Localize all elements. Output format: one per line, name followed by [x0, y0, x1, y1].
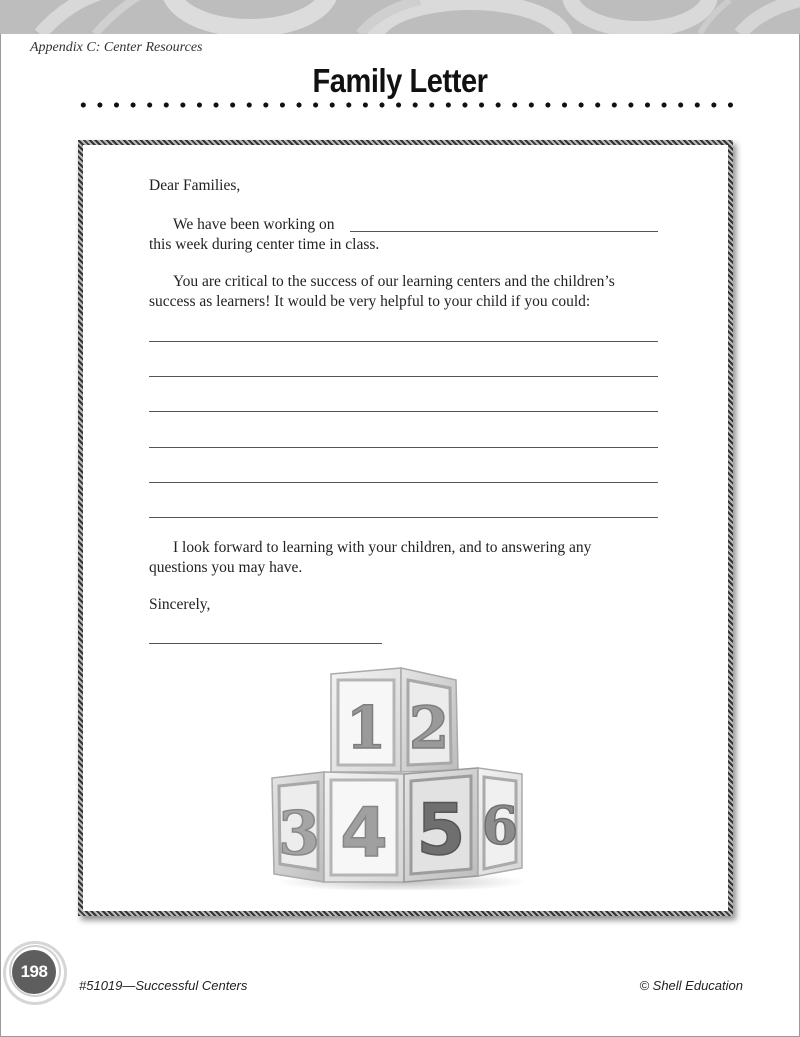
digit-1: 1 — [345, 694, 387, 762]
letter-greeting: Dear Families, — [149, 177, 241, 194]
letter-para2: You are critical to the success of our learning centers and the children’s success as learners! It would be very helpful to your child if you could: — [149, 273, 615, 310]
swirl-pattern-icon — [0, 0, 800, 34]
topic-blank-line[interactable] — [350, 231, 658, 232]
svg-text:6: 6 — [481, 796, 519, 857]
response-line-5[interactable] — [149, 482, 658, 483]
svg-text:4: 4 — [340, 794, 388, 873]
response-line-4[interactable] — [149, 447, 658, 448]
number-blocks-illustration — [266, 664, 528, 890]
block-3-4 — [272, 772, 404, 882]
footer-product-code: #51019—Successful Centers — [79, 978, 248, 993]
block-1-2 — [331, 668, 458, 772]
appendix-label: Appendix C: Center Resources — [30, 40, 203, 55]
page-title: Family Letter — [312, 62, 488, 99]
letter-para1-prefix — [149, 215, 669, 235]
footer-copyright: © Shell Education — [639, 978, 743, 993]
page-number-badge: 198 — [12, 950, 56, 994]
response-line-2[interactable] — [149, 376, 658, 377]
svg-text:2: 2 — [408, 694, 450, 762]
dotted-divider — [75, 101, 735, 109]
response-line-1[interactable] — [149, 341, 658, 342]
svg-text:5: 5 — [416, 789, 466, 871]
block-5-6 — [404, 768, 522, 882]
letter-para3: I look forward to learning with your children, and to answering any questions you may have. — [149, 539, 592, 576]
response-line-6[interactable] — [149, 517, 658, 518]
letter-para1-suffix: this week during center time in class. — [149, 236, 380, 253]
svg-text:3: 3 — [278, 799, 320, 869]
signature-line[interactable] — [149, 643, 382, 644]
top-banner — [0, 0, 800, 34]
para1-prefix-text: We have been working on — [173, 216, 335, 233]
letter-closing: Sincerely, — [149, 596, 211, 613]
response-line-3[interactable] — [149, 411, 658, 412]
